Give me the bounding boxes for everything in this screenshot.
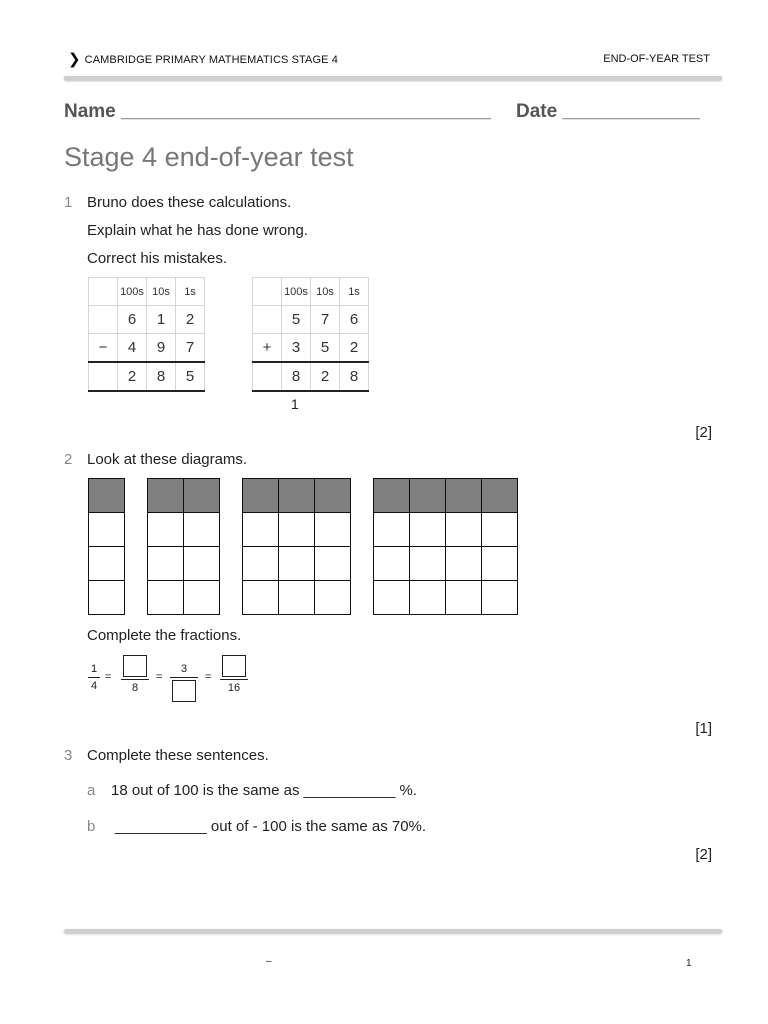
- grid-cell: [89, 547, 125, 581]
- question-3a-text[interactable]: 18 out of 100 is the same as ___________ %.: [111, 782, 418, 799]
- grid-cell: [374, 513, 410, 547]
- footer-divider: [64, 929, 722, 933]
- shaded-cell: [482, 479, 518, 513]
- shaded-cell: [410, 479, 446, 513]
- question-1-marks: [2]: [695, 424, 712, 441]
- plus-sign: +: [253, 334, 282, 363]
- question-3b-label: b: [87, 818, 96, 835]
- table-cell: 9: [147, 334, 176, 363]
- question-2-intro: Look at these diagrams.: [87, 451, 248, 468]
- header-divider: [64, 76, 722, 80]
- fraction-bar: [88, 677, 100, 678]
- fraction-bar: [220, 679, 248, 680]
- footer-dash: –: [266, 956, 272, 967]
- grid-cell: [243, 513, 279, 547]
- table-cell: [253, 306, 282, 334]
- answer-cell: 8: [340, 362, 369, 391]
- grid-cell: [89, 581, 125, 615]
- table-cell: [253, 362, 282, 391]
- grid-cell: [184, 581, 220, 615]
- equals-sign: =: [105, 671, 112, 683]
- grid-cell: [410, 581, 446, 615]
- running-header-left: [68, 52, 338, 67]
- table-cell: 2: [340, 334, 369, 363]
- grid-cell: [315, 513, 351, 547]
- grid-cell: [410, 513, 446, 547]
- grid-cell: [184, 547, 220, 581]
- table-cell: 6: [118, 306, 147, 334]
- table-cell: 5: [282, 306, 311, 334]
- question-3b-text[interactable]: ___________ out of - 100 is the same as 70%.: [115, 818, 427, 835]
- grid-cell: [374, 581, 410, 615]
- date-field-line[interactable]: Date _____________: [516, 101, 700, 122]
- fraction-blank-over-eight: [121, 655, 149, 694]
- table-cell: [89, 362, 118, 391]
- grid-cell: [315, 547, 351, 581]
- shaded-cell: [89, 479, 125, 513]
- question-1-line-3: Correct his mistakes.: [87, 250, 228, 267]
- answer-box[interactable]: [222, 655, 246, 677]
- question-3-intro: Complete these sentences.: [87, 747, 269, 764]
- table-cell: 6: [340, 306, 369, 334]
- question-2-number: 2: [64, 451, 73, 468]
- page-title: Stage 4 end-of-year test: [64, 142, 354, 172]
- answer-box[interactable]: [123, 655, 147, 677]
- grid-cell: [482, 513, 518, 547]
- question-1-line-1: Bruno does these calculations.: [87, 194, 292, 211]
- name-field-line[interactable]: Name ___________________________________: [64, 101, 491, 122]
- page-number: 1: [686, 958, 692, 969]
- grid-cell: [446, 547, 482, 581]
- table-cell: 7: [311, 306, 340, 334]
- table-cell: 4: [118, 334, 147, 363]
- table-cell: [89, 278, 118, 306]
- question-2-marks: [1]: [695, 720, 712, 737]
- header-test-type: END-OF-YEAR TEST: [603, 53, 710, 65]
- table-cell: [89, 306, 118, 334]
- grid-cell: [279, 581, 315, 615]
- shaded-cell: [279, 479, 315, 513]
- table-cell: 2: [176, 306, 205, 334]
- answer-cell: 5: [176, 362, 205, 391]
- shaded-cell: [315, 479, 351, 513]
- grid-cell: [279, 513, 315, 547]
- grid-cell: [482, 581, 518, 615]
- grid-cell: [482, 547, 518, 581]
- header-series-title: CAMBRIDGE PRIMARY MATHEMATICS STAGE 4: [84, 53, 338, 66]
- addition-table: [252, 277, 369, 392]
- answer-cell: 8: [147, 362, 176, 391]
- question-1-number: 1: [64, 194, 73, 211]
- fraction-denominator: 16: [227, 682, 241, 694]
- fraction-three-over-blank: [170, 663, 198, 702]
- fraction-blank-over-sixteen: [220, 655, 248, 694]
- table-cell: 7: [176, 334, 205, 363]
- fraction-bar: [121, 679, 149, 680]
- shaded-cell: [446, 479, 482, 513]
- grid-cell: [148, 547, 184, 581]
- grid-cell: [148, 581, 184, 615]
- equals-sign: =: [205, 671, 212, 683]
- equals-sign: =: [156, 671, 163, 683]
- fraction-bar: [170, 677, 198, 678]
- grid-cell: [89, 513, 125, 547]
- fraction-diagram-sixteenths: [373, 478, 518, 615]
- grid-cell: [148, 513, 184, 547]
- answer-cell: 2: [311, 362, 340, 391]
- grid-cell: [184, 513, 220, 547]
- shaded-cell: [243, 479, 279, 513]
- fraction-numerator: 3: [180, 663, 188, 675]
- grid-cell: [315, 581, 351, 615]
- fraction-diagram-quarters: [88, 478, 125, 615]
- grid-cell: [374, 547, 410, 581]
- table-header-tens: 10s: [147, 278, 176, 306]
- chevron-right-icon: ❯: [68, 50, 81, 68]
- carry-digit: 1: [291, 396, 299, 412]
- subtraction-table: [88, 277, 205, 392]
- fraction-denominator: 4: [90, 680, 98, 692]
- question-2-instruction: Complete the fractions.: [87, 627, 242, 644]
- table-cell: [253, 278, 282, 306]
- question-3-number: 3: [64, 747, 73, 764]
- grid-cell: [446, 513, 482, 547]
- grid-cell: [243, 581, 279, 615]
- table-header-hundreds: 100s: [118, 278, 147, 306]
- fraction-numerator: 1: [90, 663, 98, 675]
- grid-cell: [243, 547, 279, 581]
- table-header-tens: 10s: [311, 278, 340, 306]
- fraction-one-quarter: [88, 663, 100, 692]
- table-header-ones: 1s: [176, 278, 205, 306]
- fraction-diagram-twelfths: [242, 478, 351, 615]
- table-header-ones: 1s: [340, 278, 369, 306]
- minus-sign: −: [89, 334, 118, 363]
- table-header-hundreds: 100s: [282, 278, 311, 306]
- answer-cell: 8: [282, 362, 311, 391]
- table-cell: 3: [282, 334, 311, 363]
- answer-box[interactable]: [172, 680, 196, 702]
- shaded-cell: [374, 479, 410, 513]
- table-cell: 5: [311, 334, 340, 363]
- grid-cell: [410, 547, 446, 581]
- shaded-cell: [184, 479, 220, 513]
- grid-cell: [279, 547, 315, 581]
- grid-cell: [446, 581, 482, 615]
- question-1-line-2: Explain what he has done wrong.: [87, 222, 308, 239]
- fraction-diagram-eighths: [147, 478, 220, 615]
- question-3-marks: [2]: [695, 846, 712, 863]
- table-cell: 1: [147, 306, 176, 334]
- answer-cell: 2: [118, 362, 147, 391]
- shaded-cell: [148, 479, 184, 513]
- question-3a-label: a: [87, 782, 96, 799]
- fraction-denominator: 8: [131, 682, 139, 694]
